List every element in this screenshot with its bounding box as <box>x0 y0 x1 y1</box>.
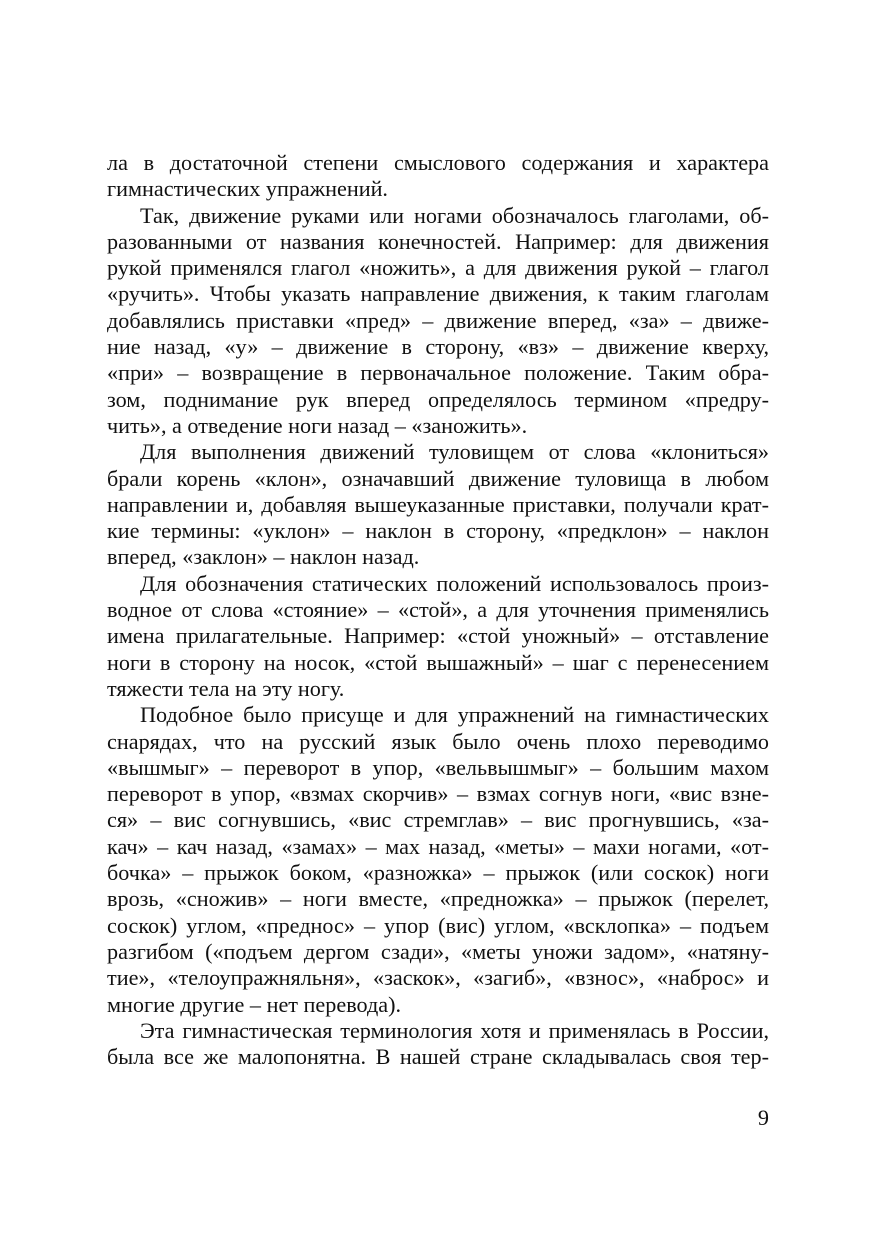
paragraph <box>107 150 769 203</box>
text-line: многие другие – нет перевода). <box>107 991 402 1017</box>
text-line: направлении и, добавляя вышеуказанные приставки, получали крат- <box>107 491 769 517</box>
text-line: Подобное было присуще и для упражнений на гимнастических <box>140 702 769 728</box>
text-line: кач» – кач назад, «замах» – мах назад, «меты» – махи ногами, «от- <box>107 833 769 859</box>
text-line: переворот в упор, «взмах скорчив» – взмах согнув ноги, «вис взне- <box>107 781 769 807</box>
text-line: ноги в сторону на носок, «стой вышажный» – шаг с перенесением <box>107 649 769 675</box>
text-line: «при» – возвращение в первоначальное положение. Таким обра- <box>107 360 769 386</box>
text-line: Так, движение руками или ногами обозначалось глаголами, об- <box>140 202 769 228</box>
paragraph <box>107 439 769 570</box>
text-line: водное от слова «стояние» – «стой», а для уточнения применялись <box>107 597 769 623</box>
text-line: соскок) углом, «преднос» – упор (вис) углом, «всклопка» – подъем <box>107 912 769 938</box>
text-line: разованными от названия конечностей. Например: для движения <box>107 228 769 254</box>
text-line: ние назад, «у» – движение в сторону, «вз» – движение кверху, <box>107 334 769 360</box>
text-line: брали корень «клон», означавший движение туловища в любом <box>107 465 769 491</box>
text-line: «ручить». Чтобы указать направление движения, к таким глаголам <box>107 281 769 307</box>
text-line: снарядах, что на русский язык было очень плохо переводимо <box>107 728 769 754</box>
paragraph <box>107 203 769 440</box>
text-line: тие», «телоупражняльня», «заскок», «загиб», «взнос», «наброс» и <box>107 965 769 991</box>
text-line: чить», а отведение ноги назад – «заножить». <box>107 412 528 438</box>
text-line: рукой применялся глагол «ножить», а для движения рукой – глагол <box>107 255 769 281</box>
text-line: вперед, «заклон» – наклон назад. <box>107 544 420 570</box>
text-line: была все же малопонятна. В нашей стране складывалась своя тер- <box>107 1044 769 1070</box>
page-number: 9 <box>757 1105 769 1130</box>
text-line: ла в достаточной степени смыслового содержания и характера <box>107 150 769 175</box>
paragraph <box>107 571 769 702</box>
text-line: имена прилагательные. Например: «стой уножный» – отставление <box>107 623 769 649</box>
text-line: бочка» – прыжок боком, «разножка» – прыжок (или соскок) ноги <box>107 860 769 886</box>
text-line: ся» – вис согнувшись, «вис стремглав» – вис прогнувшись, «за- <box>107 807 769 833</box>
text-line: разгибом («подъем дергом сзади», «меты уножи задом», «натяну- <box>107 938 769 964</box>
text-line: зом, поднимание рук вперед определялось термином «предру- <box>107 386 769 412</box>
paragraph <box>107 702 769 1018</box>
text-line: Для выполнения движений туловищем от слова «клониться» <box>140 439 769 465</box>
page-body <box>107 150 769 1070</box>
text-line: Для обозначения статических положений использовалось произ- <box>140 570 769 596</box>
text-line: Эта гимнастическая терминология хотя и применялась в России, <box>140 1017 769 1043</box>
text-line: добавлялись приставки «пред» – движение вперед, «за» – движе- <box>107 307 769 333</box>
text-line: кие термины: «уклон» – наклон в сторону, «предклон» – наклон <box>107 518 769 544</box>
text-line: гимнастических упражнений. <box>107 176 388 202</box>
paragraph <box>107 1018 769 1071</box>
text-line: тяжести тела на эту ногу. <box>107 675 345 701</box>
text-line: врозь, «снoжив» – ноги вместе, «предножка» – прыжок (перелет, <box>107 886 769 912</box>
text-line: «вышмыг» – переворот в упор, «вельвышмыг» – большим махом <box>107 754 769 780</box>
